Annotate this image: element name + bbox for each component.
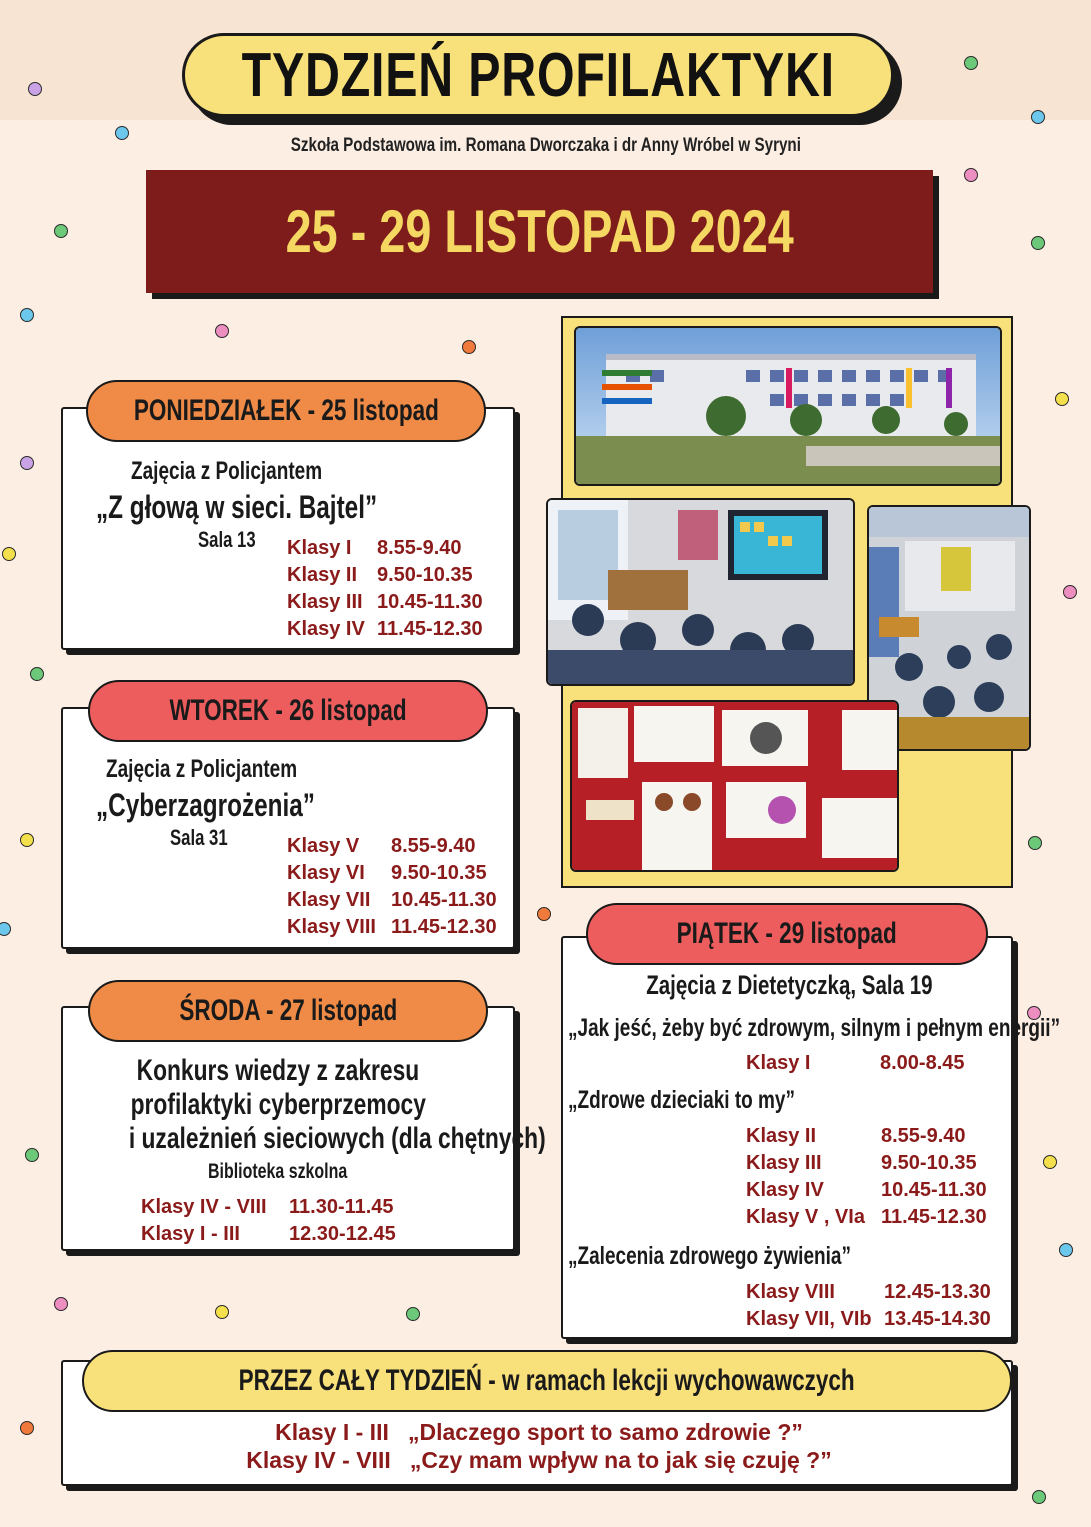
confetti-dot — [20, 1421, 34, 1435]
whole-week-row: Klasy IV - VIII „Czy mam wpływ na to jak się czuję ?” — [246, 1447, 832, 1473]
schedule-row: Klasy I - III 12.30-12.45 — [141, 1223, 396, 1245]
tuesday-schedule — [287, 835, 497, 943]
classroom-presentation-photo — [546, 498, 855, 686]
monday-line1: Zajęcia z Policjantem — [131, 457, 323, 485]
confetti-dot — [406, 1307, 420, 1321]
date-range: 25 - 29 LISTOPAD 2024 — [285, 198, 794, 265]
confetti-dot — [25, 1148, 39, 1162]
monday-card — [61, 407, 515, 650]
friday-schedule1 — [746, 1052, 965, 1079]
schedule-row: Klasy IV 11.45-12.30 — [287, 618, 483, 640]
confetti-dot — [20, 308, 34, 322]
schedule-row: Klasy VII, VIb 13.45-14.30 — [746, 1308, 991, 1330]
friday-schedule3 — [746, 1281, 991, 1335]
wednesday-schedule — [141, 1196, 396, 1250]
schedule-row: Klasy VIII 12.45-13.30 — [746, 1281, 991, 1303]
friday-card — [561, 936, 1061, 1339]
tuesday-line1: Zajęcia z Policjantem — [106, 755, 298, 783]
schedule-row: Klasy I 8.55-9.40 — [287, 537, 462, 559]
tuesday-room: Sala 31 — [170, 825, 228, 850]
school-name: Szkoła Podstawowa im. Romana Dworczaka i dr Anny Wróbel w Syryni — [290, 135, 801, 156]
confetti-dot — [1063, 585, 1077, 599]
tuesday-topic: „Cyberzagrożenia” — [96, 787, 315, 823]
confetti-dot — [1032, 1490, 1046, 1504]
wednesday-line2: profilaktyki cyberprzemocy — [130, 1088, 426, 1121]
confetti-dot — [54, 1297, 68, 1311]
wednesday-room: Biblioteka szkolna — [208, 1160, 348, 1183]
friday-topic2: „Zdrowe dzieciaki to my” — [568, 1086, 796, 1114]
schedule-row: Klasy V 8.55-9.40 — [287, 835, 476, 857]
friday-line1: Zajęcia z Dietetyczką, Sala 19 — [645, 970, 933, 1000]
confetti-dot — [1031, 110, 1045, 124]
confetti-dot — [0, 922, 11, 936]
confetti-dot — [2, 547, 16, 561]
monday-header: PONIEDZIAŁEK - 25 listopad — [86, 380, 486, 442]
schedule-row: Klasy V , VIa 11.45-12.30 — [746, 1206, 987, 1228]
confetti-dot — [1043, 1155, 1057, 1169]
confetti-dot — [20, 833, 34, 847]
schedule-row: Klasy IV - VIII 11.30-11.45 — [141, 1196, 394, 1218]
confetti-dot — [462, 340, 476, 354]
confetti-dot — [30, 667, 44, 681]
schedule-row: Klasy VI 9.50-10.35 — [287, 862, 487, 884]
schedule-row: Klasy II 8.55-9.40 — [746, 1125, 966, 1147]
confetti-dot — [1031, 236, 1045, 250]
schedule-row: Klasy III 10.45-11.30 — [287, 591, 483, 613]
confetti-dot — [964, 56, 978, 70]
confetti-dot — [215, 1305, 229, 1319]
whole-week-header: PRZEZ CAŁY TYDZIEŃ - w ramach lekcji wychowawczych — [82, 1350, 1012, 1412]
whole-week-row: Klasy I - III „Dlaczego sport to samo zdrowie ?” — [275, 1419, 803, 1445]
friday-topic3: „Zalecenia zdrowego żywienia” — [568, 1242, 851, 1270]
friday-topic1: „Jak jeść, żeby być zdrowym, silnym i pełnym energii” — [568, 1014, 1061, 1042]
schedule-row: Klasy II 9.50-10.35 — [287, 564, 473, 586]
schedule-row: Klasy IV 10.45-11.30 — [746, 1179, 987, 1201]
date-banner — [146, 170, 933, 293]
schedule-row: Klasy III 9.50-10.35 — [746, 1152, 977, 1174]
monday-schedule — [287, 537, 483, 645]
confetti-dot — [964, 168, 978, 182]
monday-topic: „Z głową w sieci. Bajtel” — [96, 489, 378, 525]
friday-header: PIĄTEK - 29 listopad — [586, 903, 988, 965]
confetti-dot — [215, 324, 229, 338]
confetti-dot — [54, 224, 68, 238]
confetti-dot — [20, 456, 34, 470]
title-banner — [182, 33, 894, 117]
schedule-row: Klasy VII 10.45-11.30 — [287, 889, 497, 911]
confetti-dot — [1059, 1243, 1073, 1257]
confetti-dot — [1028, 836, 1042, 850]
schedule-row: Klasy I 8.00-8.45 — [746, 1052, 965, 1074]
confetti-dot — [28, 82, 42, 96]
wednesday-card — [61, 1006, 546, 1251]
tuesday-header: WTOREK - 26 listopad — [88, 680, 488, 742]
wednesday-line1: Konkurs wiedzy z zakresu — [136, 1054, 420, 1087]
monday-room: Sala 13 — [198, 527, 256, 552]
student-drawings-photo — [570, 700, 899, 872]
tuesday-card — [61, 707, 515, 949]
wednesday-line3: i uzależnień sieciowych (dla chętnych) — [128, 1122, 546, 1155]
school-building-photo — [574, 326, 1002, 486]
wednesday-header: ŚRODA - 27 listopad — [88, 980, 488, 1042]
schedule-row: Klasy VIII 11.45-12.30 — [287, 916, 497, 938]
confetti-dot — [1055, 392, 1069, 406]
page-title: TYDZIEŃ PROFILAKTYKI — [241, 40, 835, 110]
friday-schedule2 — [746, 1125, 987, 1233]
confetti-dot — [537, 907, 551, 921]
